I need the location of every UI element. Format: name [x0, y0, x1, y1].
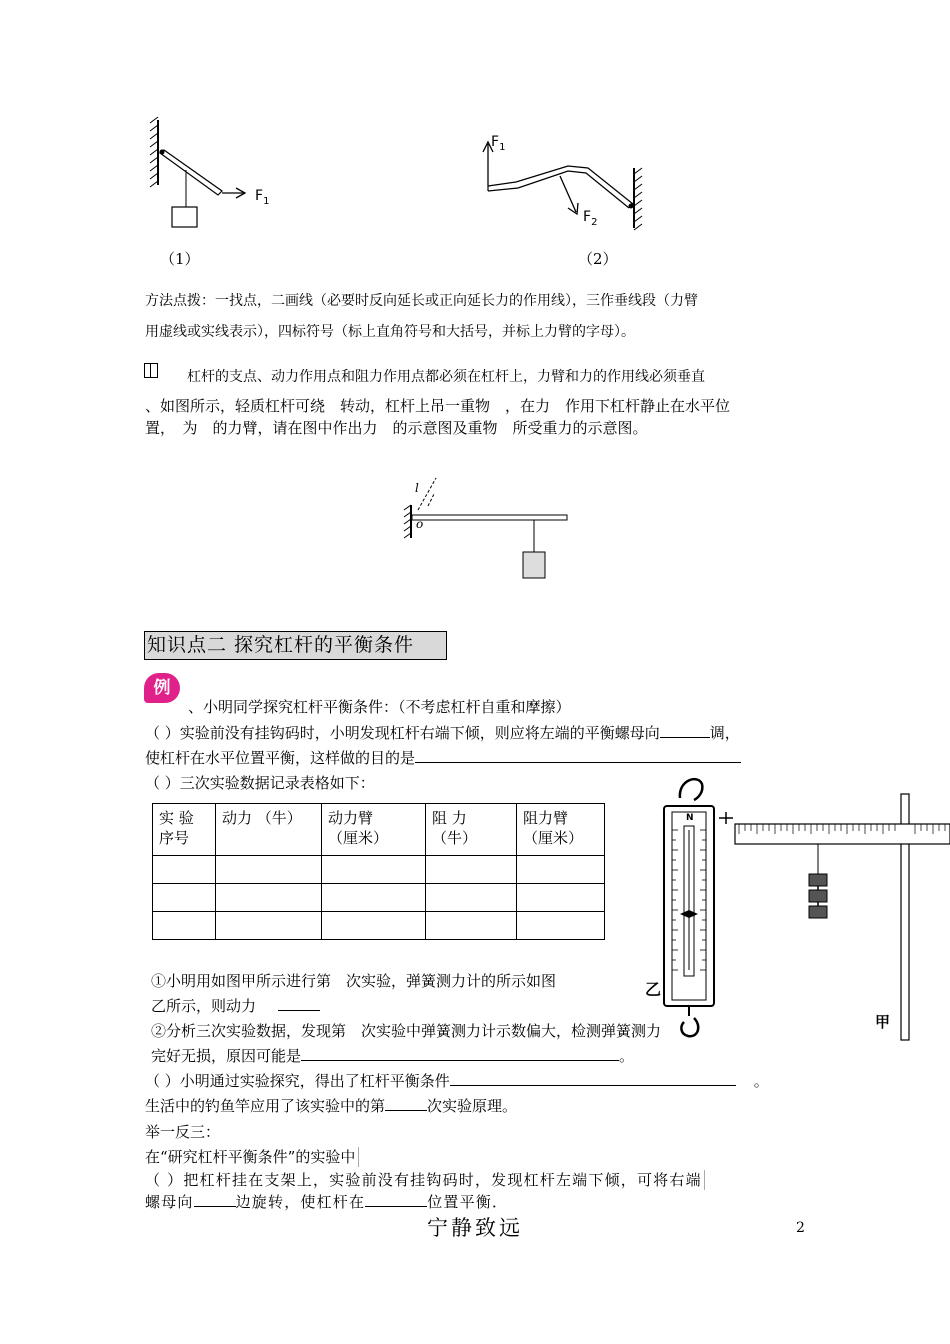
header-load-arm: 阻力臂 （厘米）: [517, 804, 605, 856]
answer-blank-trial[interactable]: [385, 1096, 427, 1111]
answer-blank-reason[interactable]: [301, 1046, 619, 1061]
figure-2-f1-label: $F_1$: [491, 134, 506, 153]
table-row: [153, 912, 605, 940]
page-number: 2: [796, 1220, 805, 1236]
figure-jia-label: 甲: [875, 1013, 891, 1031]
header-effort-arm: 动力臂 （厘米）: [322, 804, 426, 856]
table-cell[interactable]: [322, 912, 426, 940]
answer-blank-condition[interactable]: [450, 1071, 736, 1086]
header-trial: 实 验 序号: [153, 804, 216, 856]
table-cell[interactable]: [153, 856, 216, 884]
example-badge: 例: [144, 673, 180, 703]
example-q1-line-1: （ ）实验前没有挂钩码时，小明发现杠杆右端下倾，则应将左端的平衡螺母向 调，: [145, 724, 740, 742]
example-intro: 、小明同学探究杠杆平衡条件：（不考虑杠杆自重和摩擦）: [188, 698, 571, 716]
note-text: 杠杆的支点、动力作用点和阻力作用点都必须在杠杆上，力臂和力的作用线必须垂直: [187, 369, 705, 385]
table-cell[interactable]: [322, 884, 426, 912]
answer-blank-force[interactable]: [278, 996, 320, 1011]
table-header-row: [153, 804, 605, 856]
example-sub2-line-1: ②分析三次实验数据，发现第 次实验中弹簧测力计示数偏大，检测弹簧测力: [151, 1022, 662, 1040]
table-row: [153, 856, 605, 884]
header-effort: 动力 （牛）: [216, 804, 322, 856]
answer-blank-direction[interactable]: [660, 723, 710, 738]
extension-line-3: 螺母向 边旋转，使杠杆在 位置平衡．: [145, 1193, 509, 1211]
figure-3-label-l: l: [415, 481, 419, 495]
method-tip-line-2: 用虚线或实线表示），四标符号（标上直角符号和大括号，并标上力臂的字母）。: [145, 324, 635, 340]
figure-1-force-label: $F_1$: [255, 188, 270, 207]
figure-3-label-o: o: [416, 517, 424, 531]
table-cell[interactable]: [517, 884, 605, 912]
section-2-heading: 知识点二 探究杠杆的平衡条件: [144, 631, 447, 660]
lever-setup-figure: [715, 790, 950, 1042]
figure-yi-label: 乙: [645, 980, 662, 999]
extension-line-1: 在“研究杠杆平衡条件”的实验中: [145, 1147, 359, 1167]
table-row: [153, 884, 605, 912]
data-table: [152, 803, 605, 940]
figure-2-caption: （2）: [578, 250, 618, 268]
header-load: 阻 力 （牛）: [426, 804, 517, 856]
extension-line-2: （ ）把杠杆挂在支架上，实验前没有挂钩码时，发现杠杆左端下倾，可将右端: [145, 1170, 705, 1190]
example-q3-line-1: （ ）小明通过实验探究，得出了杠杆平衡条件 。: [145, 1072, 769, 1090]
problem-1-line-1: 、如图所示，轻质杠杆可绕 转动，杠杆上吊一重物 ，在力 作用下杠杆静止在水平位: [145, 397, 731, 415]
extension-title: 举一反三：: [145, 1123, 221, 1141]
problem-1-line-2: 置， 为 的力臂，请在图中作出力 的示意图及重物 所受重力的示意图。: [145, 419, 648, 437]
table-cell[interactable]: [426, 884, 517, 912]
figure-1-lever: [140, 115, 290, 235]
table-cell[interactable]: [517, 912, 605, 940]
answer-blank-side[interactable]: [194, 1192, 236, 1207]
table-cell[interactable]: [216, 884, 322, 912]
example-sub1-line-1: ①小明用如图甲所示进行第 次实验，弹簧测力计的所示如图: [151, 972, 557, 990]
example-q3-line-2: 生活中的钓鱼竿应用了该实验中的第 次实验原理。: [145, 1097, 518, 1115]
figure-3-lever: [398, 470, 598, 585]
example-q2: （ ）三次实验数据记录表格如下：: [145, 774, 375, 792]
table-cell[interactable]: [322, 856, 426, 884]
example-sub1-line-2: 乙所示，则动力: [151, 996, 320, 1016]
spring-n-label: N: [686, 813, 694, 823]
note-icon: [144, 363, 158, 378]
figure-1-caption: （1）: [160, 250, 200, 268]
table-cell[interactable]: [153, 912, 216, 940]
example-q1-line-2: 使杠杆在水平位置平衡，这样做的目的是: [145, 748, 741, 768]
table-cell[interactable]: [517, 856, 605, 884]
table-cell[interactable]: [426, 912, 517, 940]
method-tip-line-1: 方法点拨：一找点，二画线（必要时反向延长或正向延长力的作用线），三作垂线段（力臂: [145, 293, 698, 309]
table-cell[interactable]: [426, 856, 517, 884]
table-cell[interactable]: [153, 884, 216, 912]
example-sub2-line-2: 完好无损，原因可能是 。: [151, 1047, 635, 1065]
answer-blank-purpose[interactable]: [415, 748, 741, 763]
footer-motto: 宁静致远: [427, 1216, 523, 1240]
figure-2-f2-label: $F_2$: [583, 209, 598, 228]
answer-blank-position[interactable]: [365, 1192, 427, 1207]
table-cell[interactable]: [216, 856, 322, 884]
table-cell[interactable]: [216, 912, 322, 940]
